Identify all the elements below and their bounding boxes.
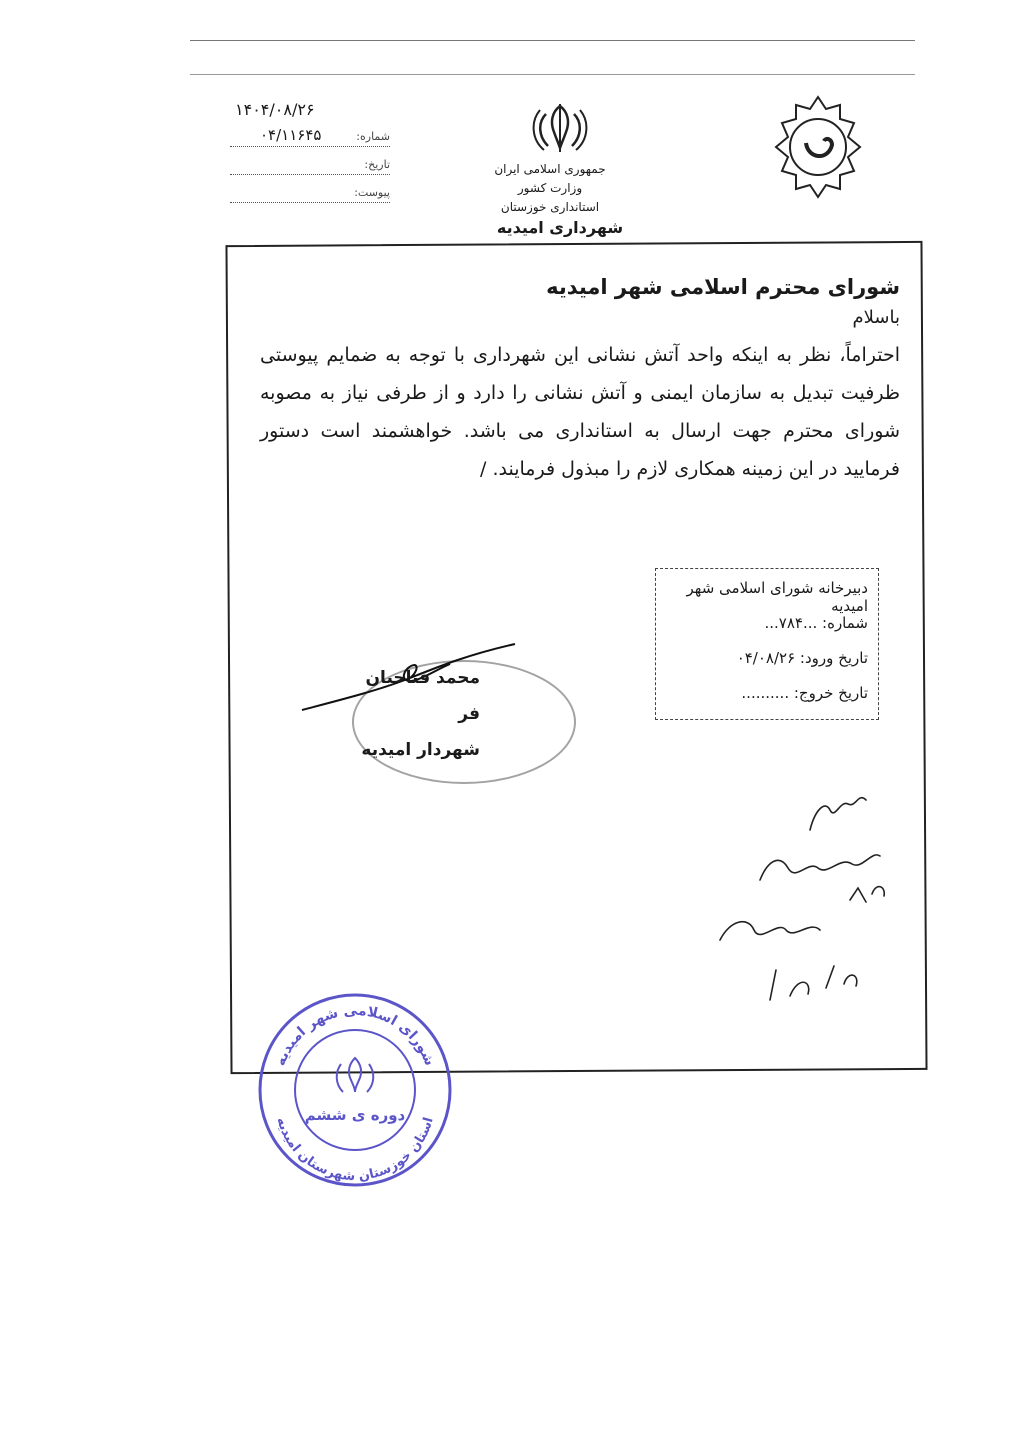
registration-exit-date: تاریخ خروج: .......... (741, 684, 868, 702)
signatory-title: شهردار امیدیه (361, 740, 480, 760)
municipality-logo-icon (768, 93, 868, 213)
top-rule (190, 40, 915, 41)
seal-emblem-icon (337, 1058, 374, 1092)
iran-emblem-icon (530, 100, 590, 156)
council-seal (255, 990, 455, 1190)
national-emblem (500, 100, 620, 160)
addressee: شورای محترم اسلامی شهر امیدیه (546, 275, 900, 299)
attachment-label: پیوست: (354, 186, 390, 199)
handwritten-note (690, 770, 910, 1030)
letterhead-line-2: وزارت کشور (517, 181, 583, 195)
registration-stamp (655, 568, 879, 720)
letterhead-line-1: جمهوری اسلامی ایران (494, 162, 606, 176)
seal-middle-text: دوره ی ششم (304, 1106, 406, 1124)
letterhead (470, 160, 630, 217)
date-row (230, 158, 390, 175)
handwritten-date: ۱۴۰۴/۰۸/۲۶ (235, 100, 315, 119)
attachment-row (230, 186, 390, 203)
number-value: ۰۴/۱۱۶۴۵ (260, 126, 322, 144)
letter-body (260, 275, 900, 488)
letterhead-line-3: استانداری خوزستان (500, 200, 600, 214)
greeting: باسلام (852, 307, 900, 328)
date-label: تاریخ: (364, 158, 390, 171)
seal-top-text: شورای اسلامی شهر امیدیه (272, 1002, 438, 1069)
seal-bottom-text: استان خوزستان شهرستان امیدیه (273, 1115, 437, 1185)
number-row (230, 126, 390, 147)
top-rule-second (190, 74, 915, 75)
signatory-name: محمد فتاحیان فر (365, 668, 480, 724)
municipality-name: شهرداری امیدیه (496, 218, 624, 237)
number-label: شماره: (356, 130, 390, 143)
registration-stamp-title: دبیرخانه شورای اسلامی شهر امیدیه (686, 579, 868, 615)
signatory (340, 660, 480, 768)
registration-number: شماره: ...۷۸۴... (764, 614, 868, 632)
letter-paragraph: احتراماً، نظر به اینکه واحد آتش نشانی این شهرداری با توجه به ضمایم پیوستی ظرفیت تبدیل به سازمان ایمنی و آتش نشانی را دارد و از طرفی نیاز به مصوبه شورای محترم جهت ارسال به استانداری می باشد. خواهشمند است دستور فرمایید در این زمینه همکاری لازم را مبذول فرمایند. / (260, 344, 900, 480)
registration-entry-date: تاریخ ورود: ۰۴/۰۸/۲۶ (736, 649, 868, 667)
